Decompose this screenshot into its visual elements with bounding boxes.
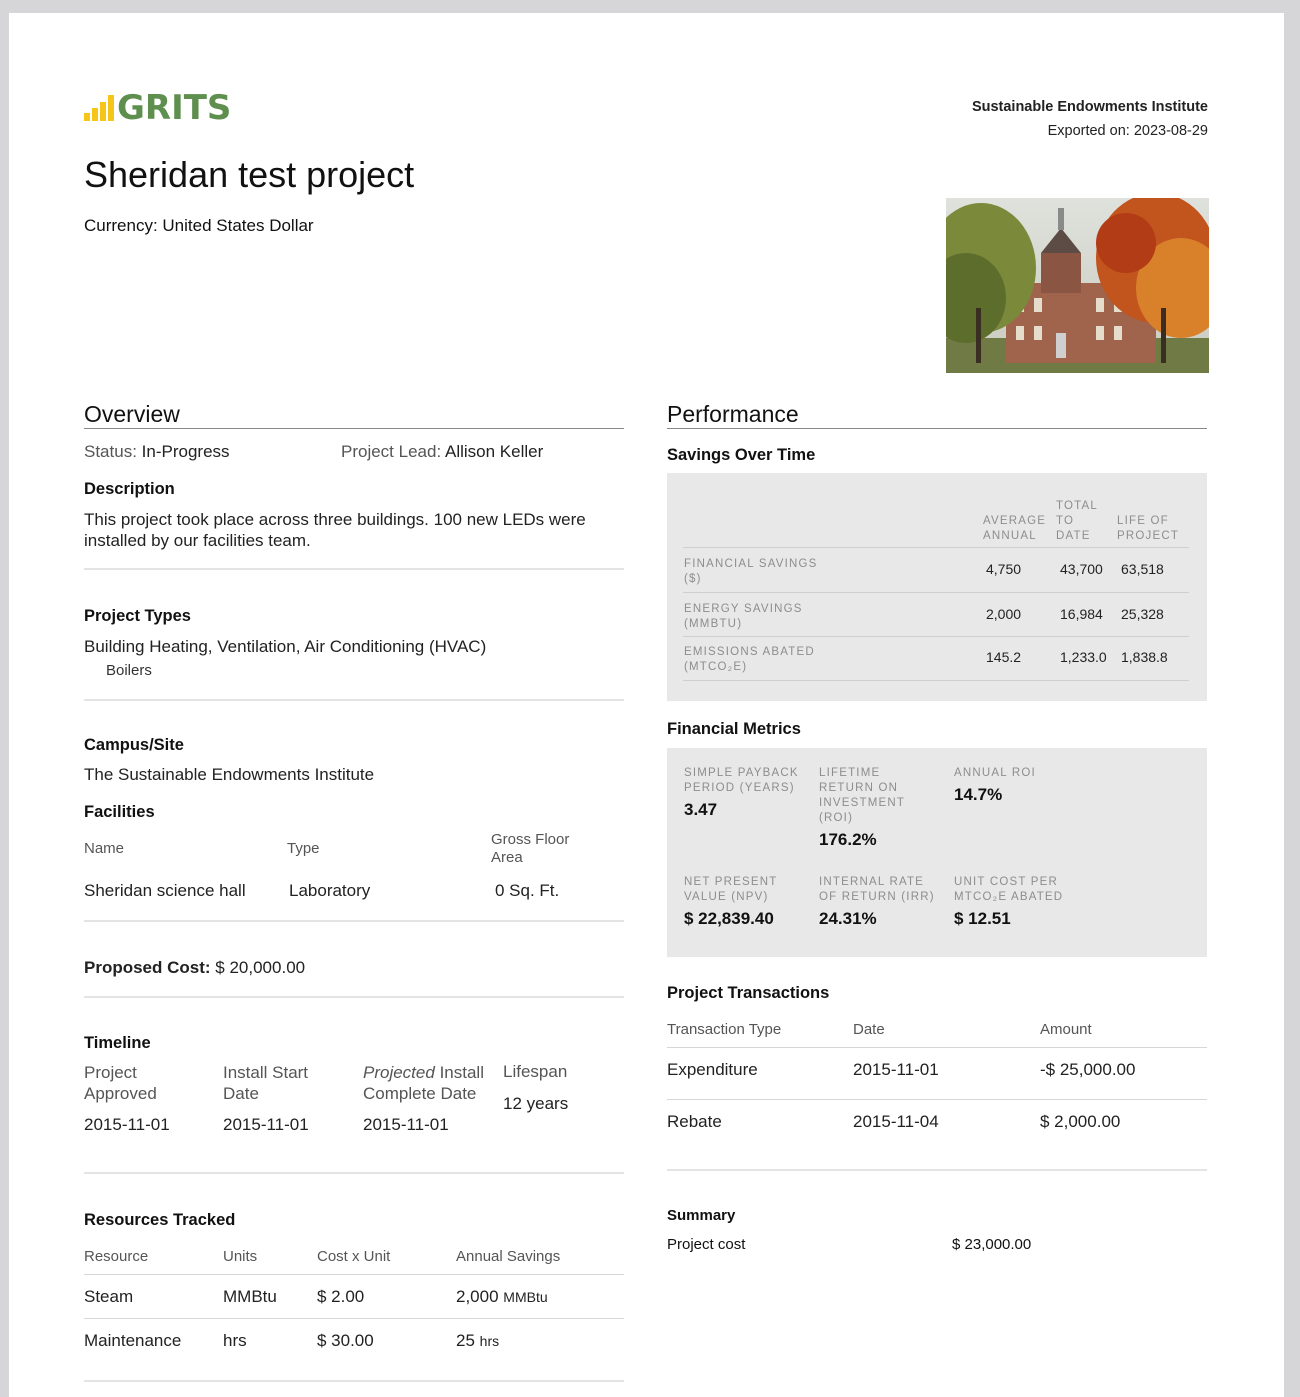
campus-value: The Sustainable Endowments Institute [84,765,375,784]
projected-label: Projected [363,1063,435,1082]
savings-col-life: LIFE OF PROJECT [1117,515,1180,542]
page-title: Sheridan test project [84,154,415,195]
resource-name: Steam [84,1287,134,1306]
resource-savings-value: 25 [456,1331,475,1350]
savings-col-avg: AVERAGE ANNUAL [983,515,1047,542]
org-block [972,95,1208,143]
facilities-col-name: Name [84,840,125,857]
timeline-start-label: Install Start Date [223,1063,309,1103]
resources-col-cost: Cost x Unit [317,1248,391,1265]
performance-heading: Performance [667,400,1207,429]
status-value: In-Progress [141,442,230,461]
metric-lifetime-roi [819,766,939,850]
resource-units: hrs [223,1331,247,1350]
savings-heading: Savings Over Time [667,446,816,464]
timeline-lifespan-value: 12 years [503,1094,569,1113]
metric-label: NET PRESENT VALUE (NPV) [684,876,778,903]
timeline-approved-value: 2015-11-01 [84,1115,170,1134]
status-field [84,442,230,462]
savings-avg: 2,000 [986,606,1022,622]
summary-heading: Summary [667,1207,736,1224]
metric-unit-cost [954,875,1079,929]
transactions-col-amount: Amount [1040,1021,1092,1038]
resource-cost: $ 2.00 [317,1287,365,1306]
divider [84,568,624,570]
metric-value: $ 22,839.40 [684,909,774,928]
description-heading: Description [84,480,175,498]
metric-value: 24.31% [819,909,877,928]
divider [84,1380,624,1382]
grits-logo [84,88,232,128]
divider [84,996,624,998]
resource-name: Maintenance [84,1331,182,1350]
metric-value: $ 12.51 [954,909,1011,928]
resource-savings [456,1331,499,1351]
metric-payback [684,766,804,820]
proposed-cost-label: Proposed Cost: [84,958,211,977]
campus-heading: Campus/Site [84,736,184,754]
metrics-panel [667,748,1207,957]
metric-npv [684,875,804,929]
row-divider [667,1099,1207,1100]
project-photo [946,198,1209,373]
description-text: This project took place across three buildings. 100 new LEDs were installed by our facilities team. [84,510,586,550]
divider [84,699,624,701]
org-name: Sustainable Endowments Institute [971,99,1208,115]
facility-name: Sheridan science hall [84,881,246,900]
bar-chart-icon [84,95,114,121]
savings-total: 43,700 [1060,561,1103,577]
savings-row-label: FINANCIAL SAVINGS ($) [684,558,818,585]
logo-text: GRITS [117,88,232,128]
row-divider [683,636,1189,637]
timeline-complete-label: Install Complete Date [363,1063,484,1103]
timeline-start-value: 2015-11-01 [223,1115,309,1134]
facilities-col-type: Type [287,840,320,857]
overview-heading: Overview [84,400,624,429]
row-divider [683,592,1189,593]
resource-savings [456,1287,548,1307]
savings-col-total: TOTAL TO DATE [1056,500,1098,542]
savings-total: 16,984 [1060,606,1103,622]
metrics-heading: Financial Metrics [667,720,801,738]
metric-label: UNIT COST PER MTCO₂E ABATED [954,876,1064,903]
currency-text: Currency: United States Dollar [84,216,314,235]
metric-irr [819,875,944,929]
project-types-heading: Project Types [84,607,191,625]
transactions-col-date: Date [853,1021,885,1038]
transaction-date: 2015-11-01 [853,1060,939,1079]
report-page [9,13,1284,1397]
resource-savings-unit: hrs [479,1333,500,1349]
project-type-sub: Boilers [106,662,152,679]
facilities-col-area: Gross Floor Area [491,831,570,866]
savings-life: 25,328 [1121,606,1164,622]
metric-value: 14.7% [954,785,1003,804]
status-label: Status: [84,442,137,461]
savings-life: 1,838.8 [1121,649,1168,665]
summary-label: Project cost [667,1236,746,1253]
divider [84,920,624,922]
export-date: Exported on: 2023-08-29 [1047,123,1208,139]
transaction-type: Expenditure [667,1060,758,1079]
savings-avg: 4,750 [986,561,1022,577]
resource-savings-unit: MMBtu [503,1289,548,1305]
transactions-heading: Project Transactions [667,984,830,1002]
timeline-heading: Timeline [84,1034,151,1052]
transaction-type: Rebate [667,1112,722,1131]
timeline-approved-label: Project Approved [84,1063,157,1103]
transactions-col-type: Transaction Type [667,1021,782,1038]
facility-type: Laboratory [289,881,371,900]
lead-value: Allison Keller [444,442,544,461]
divider [84,1172,624,1174]
savings-row-label: ENERGY SAVINGS (MMBTU) [684,603,803,630]
transaction-date: 2015-11-04 [853,1112,939,1131]
timeline-complete-value: 2015-11-01 [363,1115,449,1134]
transaction-amount: $ 2,000.00 [1040,1112,1121,1131]
resource-savings-value: 2,000 [456,1287,499,1306]
row-divider [84,1274,624,1275]
proposed-cost-value: $ 20,000.00 [215,958,306,977]
metric-label: INTERNAL RATE OF RETURN (IRR) [819,876,935,903]
resources-col-units: Units [223,1248,258,1265]
facilities-heading: Facilities [84,803,155,821]
row-divider [667,1047,1207,1048]
savings-avg: 145.2 [986,649,1022,665]
lead-field [341,442,543,462]
row-divider [683,680,1189,681]
savings-total: 1,233.0 [1060,649,1107,665]
savings-life: 63,518 [1121,561,1164,577]
metric-label: LIFETIME RETURN ON INVESTMENT (ROI) [819,767,905,824]
lead-label: Project Lead: [341,442,442,461]
row-divider [683,547,1189,548]
resource-cost: $ 30.00 [317,1331,374,1350]
resources-heading: Resources Tracked [84,1211,236,1229]
timeline-lifespan-label: Lifespan [503,1062,568,1081]
row-divider [84,1318,624,1319]
transaction-amount: -$ 25,000.00 [1040,1060,1136,1079]
divider [667,1169,1207,1171]
metric-label: SIMPLE PAYBACK PERIOD (YEARS) [684,767,799,794]
savings-row-label: EMISSIONS ABATED (MTCO₂E) [684,646,815,673]
summary-value: $ 23,000.00 [952,1236,1032,1253]
metric-label: ANNUAL ROI [954,767,1036,779]
resource-units: MMBtu [223,1287,277,1306]
metric-value: 176.2% [819,830,877,849]
timeline-complete-label-block [363,1062,493,1104]
resources-col-savings: Annual Savings [456,1248,561,1265]
metric-annual-roi [954,766,1074,805]
metric-value: 3.47 [684,800,718,819]
proposed-cost [84,958,305,978]
project-type-main: Building Heating, Ventilation, Air Conditioning (HVAC) [84,637,487,656]
savings-panel [667,473,1207,701]
resources-col-resource: Resource [84,1248,149,1265]
facility-area: 0 Sq. Ft. [495,881,560,900]
